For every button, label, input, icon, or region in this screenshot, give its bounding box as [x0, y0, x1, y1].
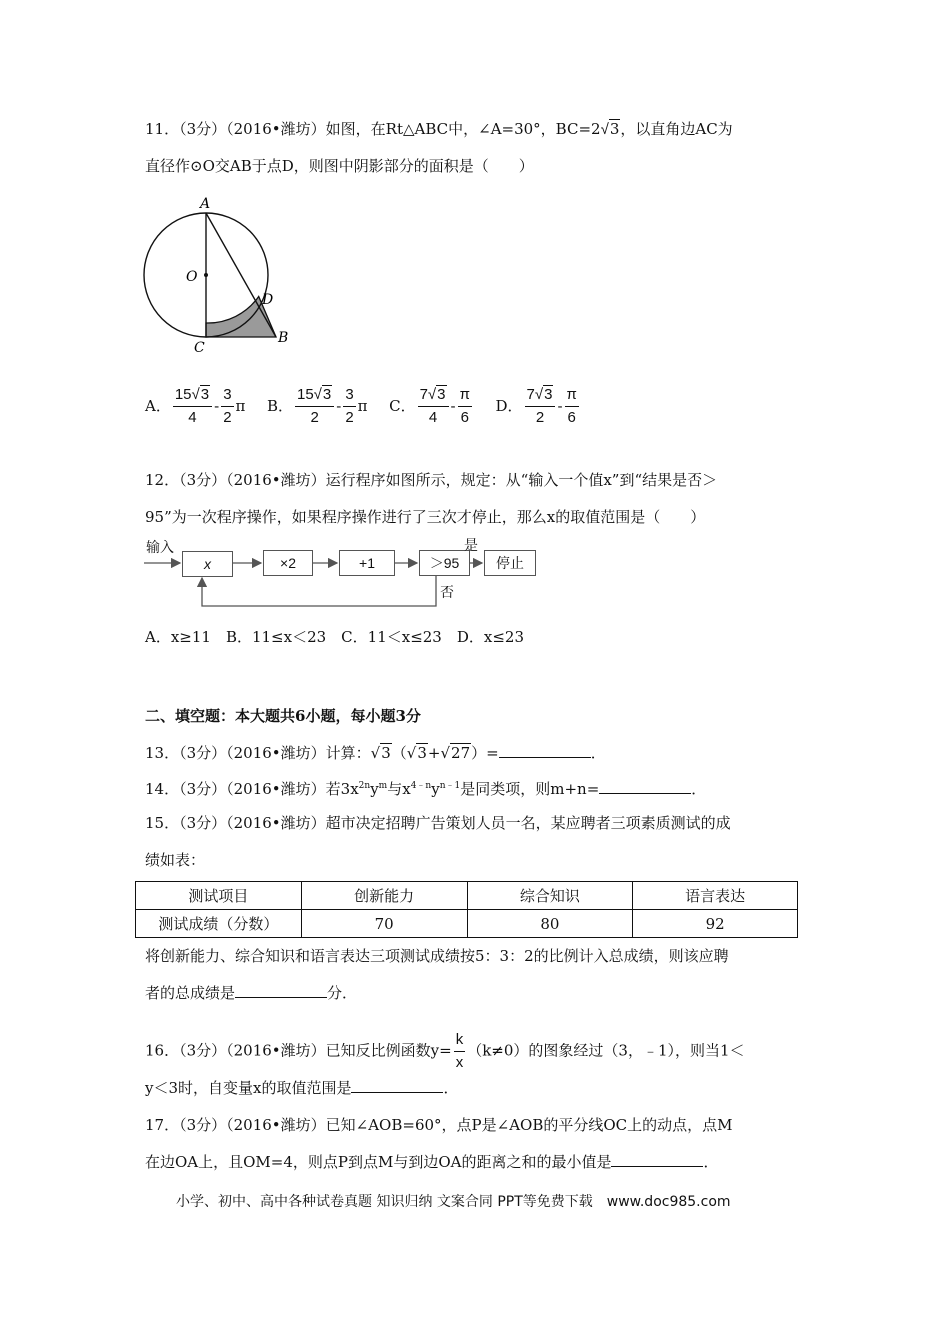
- table-cell: 92: [633, 910, 798, 938]
- q17-answer-blank[interactable]: [611, 1152, 703, 1167]
- q14: 14．（3分）（2016•潍坊）若$3x^{2n}y^m$与$x^{4﹣n}y^{n﹣1}$是同类项，则m+n= ．: [145, 780, 707, 798]
- table-row: [136, 910, 798, 938]
- q15-score-table: [135, 881, 798, 938]
- flow-input-label: 输入: [146, 540, 174, 556]
- q17-line2: 在边OA上，且OM=4，则点P到点M与到边OA的距离之和的最小值是 ．: [145, 1153, 719, 1171]
- q11-bc-radicand: 3: [609, 120, 620, 138]
- table-header-cell: 语言表达: [633, 882, 798, 910]
- option-b-frac1: $\frac{15√3}{2}$: [295, 385, 334, 428]
- table-cell: 80: [467, 910, 633, 938]
- q16-line2: y＜3时，自变量x的取值范围是 ．: [145, 1079, 459, 1097]
- option-d-frac2: $\frac{\pi}{6}$: [566, 386, 577, 426]
- q13: 13．（3分）（2016•潍坊）计算：√3（√3+√27）= ．: [145, 744, 606, 762]
- flow-box-stop: 停止: [484, 550, 536, 576]
- q16-fraction: $\frac{k}{x}$: [455, 1031, 464, 1071]
- q12-line2: 95”为一次程序操作，如果程序操作进行了三次才停止，那么x的取值范围是（ ）: [145, 508, 706, 526]
- q15-line4: 者的总成绩是 分．: [145, 984, 358, 1002]
- q16-answer-blank[interactable]: [351, 1078, 443, 1093]
- q11-figure: [138, 192, 298, 357]
- table-header-cell: 综合知识: [467, 882, 633, 910]
- label-a: A: [200, 196, 211, 212]
- flow-box-gt95: ＞95: [419, 550, 470, 576]
- option-a-frac1: $\frac{15√3}{4}$: [173, 385, 212, 428]
- table-header-cell: 测试项目: [136, 882, 302, 910]
- option-c[interactable]: C． $\frac{7√3}{4}$ - $\frac{\pi}{6}$: [389, 386, 470, 426]
- q16-line1: 16．（3分）（2016•潍坊）已知反比例函数y= $\frac{k}{x}$ （k≠0）的图象经过（3，﹣1），则当1＜: [145, 1031, 745, 1071]
- label-o: O: [186, 269, 198, 285]
- q15-line2: 绩如表：: [145, 851, 206, 869]
- q11-line2: 直径作⊙O交AB于点D，则图中阴影部分的面积是（ ）: [145, 157, 534, 175]
- q17-line1: 17．（3分）（2016•潍坊）已知∠AOB=60°，点P是∠AOB的平分线OC上的动点，点M: [145, 1116, 733, 1134]
- label-b: B: [278, 330, 289, 346]
- option-b[interactable]: B． $\frac{15√3}{2}$ - $\frac{3}{2}$ π: [266, 386, 368, 426]
- q12-line1: 12．（3分）（2016•潍坊）运行程序如图所示，规定：从“输入一个值x”到“结果是否＞: [145, 471, 718, 489]
- q12-flowchart: [138, 536, 538, 616]
- q15-line1: 15．（3分）（2016•潍坊）超市决定招聘广告策划人员一名，某应聘者三项素质测试的成: [145, 814, 731, 832]
- table-header-row: [136, 882, 798, 910]
- label-d: D: [262, 292, 274, 308]
- q12-options: A．x≥11 B．11≤x＜23 C．11＜x≤23 D．x≤23: [145, 628, 524, 646]
- option-a-frac2: $\frac{3}{2}$: [223, 386, 232, 426]
- flow-yes-label: 是: [464, 538, 478, 554]
- page-footer[interactable]: 小学、初中、高中各种试卷真题 知识归纳 文案合同 PPT等免费下载 www.doc985.com: [176, 1194, 731, 1210]
- table-cell: 70: [301, 910, 467, 938]
- section2-title: 二、填空题：本大题共6小题，每小题3分: [145, 707, 421, 725]
- flow-box-plus1: +1: [339, 550, 395, 576]
- q11-options: [145, 385, 581, 428]
- q13-answer-blank[interactable]: [499, 743, 591, 758]
- center-o: [204, 273, 208, 277]
- option-c-frac2: $\frac{\pi}{6}$: [459, 386, 470, 426]
- table-header-cell: 创新能力: [301, 882, 467, 910]
- option-b-frac2: $\frac{3}{2}$: [345, 386, 354, 426]
- label-c: C: [194, 340, 205, 356]
- q15-answer-blank[interactable]: [235, 983, 327, 998]
- q15-line3: 将创新能力、综合知识和语言表达三项测试成绩按5：3：2的比例计入总成绩，则该应聘: [145, 947, 729, 965]
- option-d-frac1: $\frac{7√3}{2}$: [525, 385, 556, 428]
- q14-answer-blank[interactable]: [599, 779, 691, 794]
- option-c-frac1: $\frac{7√3}{4}$: [418, 385, 449, 428]
- flow-box-x: x: [182, 551, 233, 577]
- option-a[interactable]: A． $\frac{15√3}{4}$ - $\frac{3}{2}$ π: [145, 386, 246, 426]
- option-d[interactable]: D． $\frac{7√3}{2}$ - $\frac{\pi}{6}$: [495, 386, 577, 426]
- flow-no-label: 否: [440, 585, 454, 601]
- table-cell: 测试成绩（分数）: [136, 910, 302, 938]
- q11-line1: 11．（3分）（2016•潍坊）如图，在Rt△ABC中，∠A=30°，BC=2√3，以直角边AC为: [145, 120, 733, 138]
- flow-box-times2: ×2: [263, 550, 313, 576]
